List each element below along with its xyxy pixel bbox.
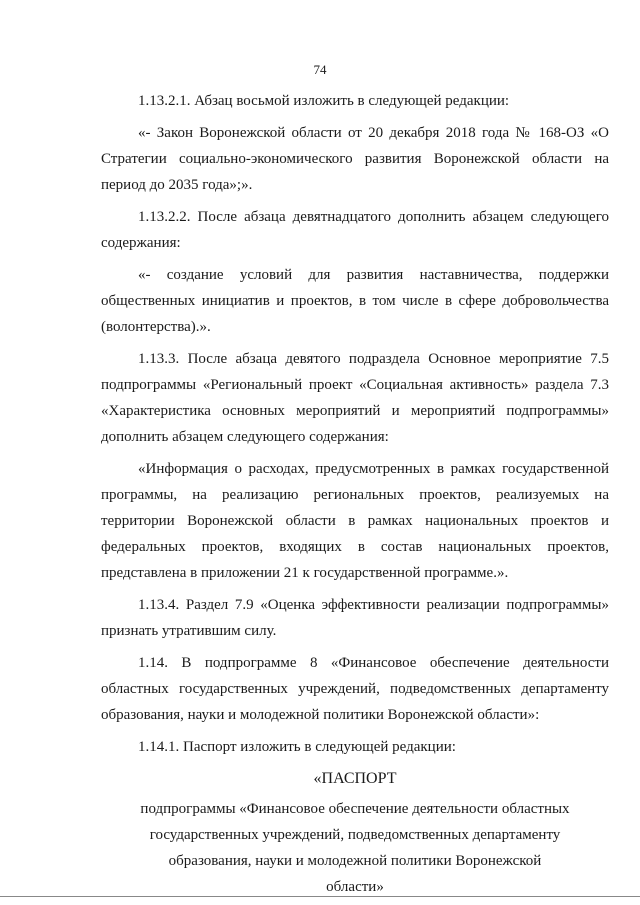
paragraph-law-quote: «- Закон Воронежской области от 20 декабря 2018 года № 168-ОЗ «О Стратегии социально-экономического развития Воронежской области на период до 2035 года»;».	[101, 125, 609, 193]
passport-title: «ПАСПОРТ	[313, 770, 397, 787]
paragraph-1-13-2-1: 1.13.2.1. Абзац восьмой изложить в следующей редакции:	[138, 93, 510, 109]
passport-subtitle-line-1: подпрограммы «Финансовое обеспечение деятельности областных	[140, 801, 570, 817]
passport-subtitle-line-2: государственных учреждений, подведомственных департаменту	[149, 827, 561, 843]
paragraph-mentoring-quote: «- создание условий для развития наставничества, поддержки общественных инициатив и проектов, в том числе в сфере добровольчества (волонтерства).».	[101, 267, 609, 335]
passport-subtitle-line-3: образования, науки и молодежной политики Воронежской	[168, 853, 542, 869]
paragraph-1-13-3: 1.13.3. После абзаца девятого подраздела Основное мероприятие 7.5 подпрограммы «Региональный проект «Социальная активность» раздела 7.3 «Характеристика основных мероприятий и мероприятий подпрограммы» дополнить абзацем следующего содержания:	[101, 351, 609, 445]
paragraph-1-13-4: 1.13.4. Раздел 7.9 «Оценка эффективности реализации подпрограммы» признать утратившим силу.	[101, 597, 609, 639]
paragraph-1-14-1: 1.14.1. Паспорт изложить в следующей редакции:	[138, 739, 456, 755]
paragraph-1-13-2-2: 1.13.2.2. После абзаца девятнадцатого дополнить абзацем следующего содержания:	[101, 209, 609, 251]
passport-subtitle-line-4: области»	[326, 879, 384, 895]
page-number: 74	[313, 62, 327, 77]
document-body	[101, 88, 609, 900]
page-bottom-rule	[0, 896, 640, 897]
paragraph-expenses-quote: «Информация о расходах, предусмотренных в рамках государственной программы, на реализацию региональных проектов, реализуемых на территории Воронежской области в рамках национальных проектов и федеральных проектов, входящих в состав национальных проектов, представлена в приложении 21 к государственной программе.».	[101, 461, 609, 581]
paragraph-1-14: 1.14. В подпрограмме 8 «Финансовое обеспечение деятельности областных государственных учреждений, подведомственных департаменту образования, науки и молодежной политики Воронежской области»:	[101, 655, 609, 723]
